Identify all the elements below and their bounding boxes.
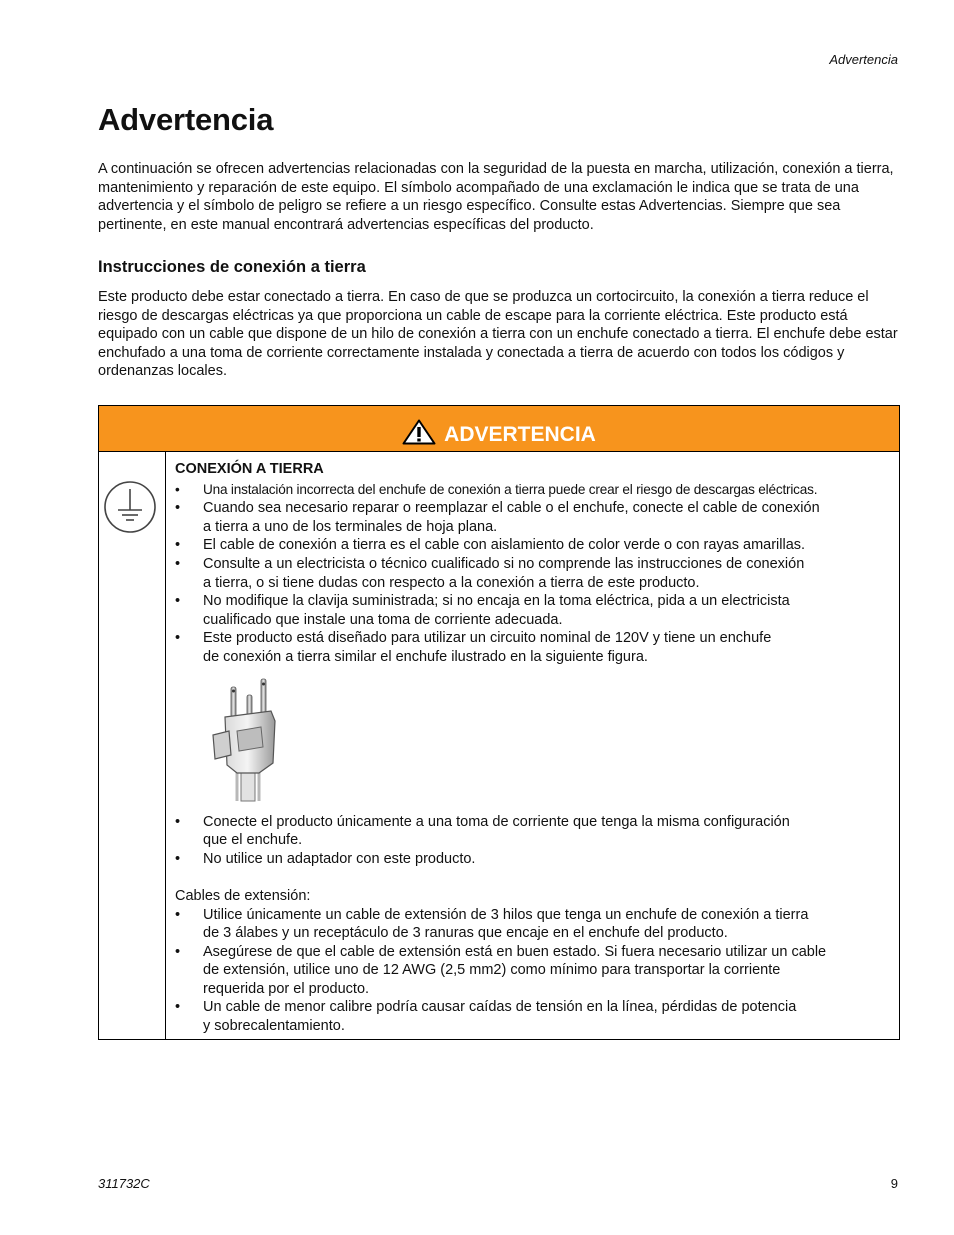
plug-illustration — [207, 677, 297, 809]
list-item: • Un cable de menor calibre podría causar caídas de tensión en la línea, pérdidas de potencia y sobrecalentamiento. — [175, 998, 890, 1035]
ground-symbol-icon — [103, 480, 157, 539]
list-item: • Este producto está diseñado para utilizar un circuito nominal de 120V y tiene un enchufe de conexión a tierra similar el enchufe ilustrado en la siguiente figura. — [175, 629, 890, 666]
list-item: • Consulte a un electricista o técnico cualificado si no comprende las instrucciones de conexión a tierra, o si tiene dudas con respecto a la conexión a tierra de este producto. — [175, 555, 890, 592]
icon-column — [99, 452, 166, 1039]
list-item: • Asegúrese de que el cable de extensión está en buen estado. Si fuera necesario utilizar un cable de extensión, utilice uno de 12 AWG (2,5 mm2) como mínimo para transportar la corriente requerida por el producto. — [175, 943, 890, 999]
list-item: • No modifique la clavija suministrada; si no encaja en la toma eléctrica, pida a un electricista cualificado que instale una toma de corriente adecuada. — [175, 592, 890, 629]
bullet-list-usage — [175, 813, 890, 869]
warning-header — [99, 406, 899, 452]
warning-title: ADVERTENCIA — [444, 422, 596, 446]
warning-box — [98, 405, 900, 1040]
document-number: 311732C — [98, 1176, 150, 1191]
extension-label: Cables de extensión: — [175, 887, 311, 904]
list-item: • El cable de conexión a tierra es el cable con aislamiento de color verde o con rayas amarillas. — [175, 536, 890, 555]
page-title: Advertencia — [98, 102, 274, 137]
page-number: 9 — [890, 1176, 898, 1191]
warning-content — [175, 460, 890, 1036]
section-paragraph: Este producto debe estar conectado a tierra. En caso de que se produzca un cortocircuito, la conexión a tierra reduce el riesgo de descargas eléctricas ya que proporciona un cable de escape para la corriente eléctrica. Este producto está equipado con un cable que dispone de un hilo de conexión a tierra con un enchufe conectado a tierra. El enchufe debe estar enchufado a una toma de corriente correctamente instalada y conectada a tierra de acuerdo con todos los códigos y ordenanzas locales. — [98, 289, 898, 380]
warning-triangle-icon — [402, 419, 436, 450]
warning-body — [99, 452, 899, 1039]
list-item: • Utilice únicamente un cable de extensión de 3 hilos que tenga un enchufe de conexión a tierra de 3 álabes y un receptáculo de 3 ranuras que encaje en el enchufe del producto. — [175, 906, 890, 943]
list-item: • Conecte el producto únicamente a una toma de corriente que tenga la misma configuración que el enchufe. — [175, 813, 890, 850]
bullet-list-extension — [175, 906, 890, 1036]
intro-paragraph: A continuación se ofrecen advertencias relacionadas con la seguridad de la puesta en marcha, utilización, conexión a tierra, mantenimiento y reparación de este equipo. El símbolo acompañado de una exclamación le indica que se trata de una advertencia y el símbolo de peligro se refiere a un riesgo específico. Consulte estas Advertencias. Siempre que sea pertinente, en este manual encontrará advertencias específicas del producto. — [98, 161, 894, 233]
list-item: • Cuando sea necesario reparar o reemplazar el cable o el enchufe, conecte el cable de conexión a tierra a uno de los terminales de hoja plana. — [175, 499, 890, 536]
list-item: • No utilice un adaptador con este producto. — [175, 850, 890, 869]
bullet-list-grounding — [175, 481, 890, 667]
warning-subheading: CONEXIÓN A TIERRA — [175, 461, 324, 477]
running-header: Advertencia — [829, 52, 898, 67]
plug-figure — [175, 667, 890, 813]
list-item: • Una instalación incorrecta del enchufe de conexión a tierra puede crear el riesgo de descargas eléctricas. — [175, 481, 890, 500]
section-heading: Instrucciones de conexión a tierra — [98, 258, 366, 276]
